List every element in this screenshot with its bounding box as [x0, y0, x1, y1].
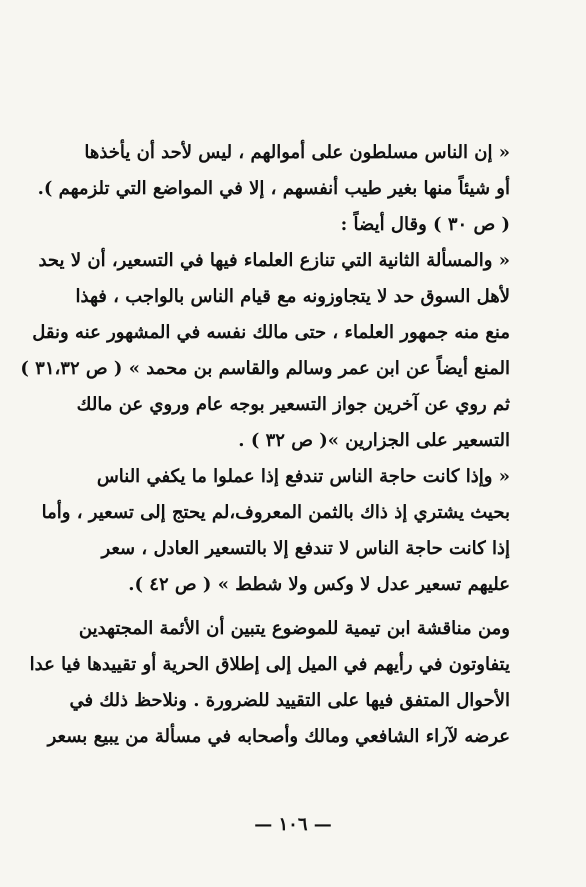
text-line-10: « وإذا كانت حاجة الناس تندفع إذا عملوا ما يكفي الناس [96, 466, 510, 487]
text-line-5: لأهل السوق حد لا يتجاوزونه مع قيام الناس بالواجب ، فهذا [75, 286, 510, 307]
text-line-14: ومن مناقشة ابن تيمية للموضوع يتبين أن الأئمة المجتهدين [78, 618, 510, 639]
text-line-17: عرضه لآراء الشافعي ومالك وأصحابه في مسألة من يبيع بسعر [47, 726, 510, 747]
text-line-8: ثم روي عن آخرين جواز التسعير بوجه عام وروي عن مالك [76, 394, 510, 415]
text-line-16: الأحوال المتفق فيها على التقييد للضرورة . ونلاحظ ذلك في [69, 690, 510, 711]
page-number: — ١٠٦ — [254, 814, 332, 835]
text-line-2: أو شيئاً منها بغير طيب أنفسهم ، إلا في المواضع التي تلزمهم ). [37, 178, 510, 199]
text-line-4: « والمسألة الثانية التي تنازع العلماء فيها في التسعير، أن لا يحد [38, 250, 510, 271]
text-line-12: إذا كانت حاجة الناس لا تندفع إلا بالتسعير العادل ، سعر [101, 538, 510, 559]
text-line-1: « إن الناس مسلطون على أموالهم ، ليس لأحد أن يأخذها [84, 142, 510, 163]
text-line-13: عليهم تسعير عدل لا وكس ولا شطط » ( ص ٤٢ ). [128, 574, 510, 595]
body-text [20, 135, 510, 755]
text-line-15: يتفاوتون في رأيهم في الميل إلى إطلاق الحرية أو تقييدها فيا عدا [29, 654, 510, 675]
text-line-11: بحيث يشتري إذ ذاك بالثمن المعروف،لم يحتج إلى تسعير ، وأما [41, 502, 510, 523]
text-line-6: منع منه جمهور العلماء ، حتى مالك نفسه في المشهور عنه ونقل [32, 322, 510, 343]
text-line-3: ( ص ٣٠ ) وقال أيضاً : [340, 214, 510, 235]
text-line-7: المنع أيضاً عن ابن عمر وسالم والقاسم بن محمد » ( ص ٣١،٣٢ ) [20, 358, 510, 379]
text-line-9: التسعير على الجزارين »( ص ٣٢ ) . [238, 430, 510, 451]
